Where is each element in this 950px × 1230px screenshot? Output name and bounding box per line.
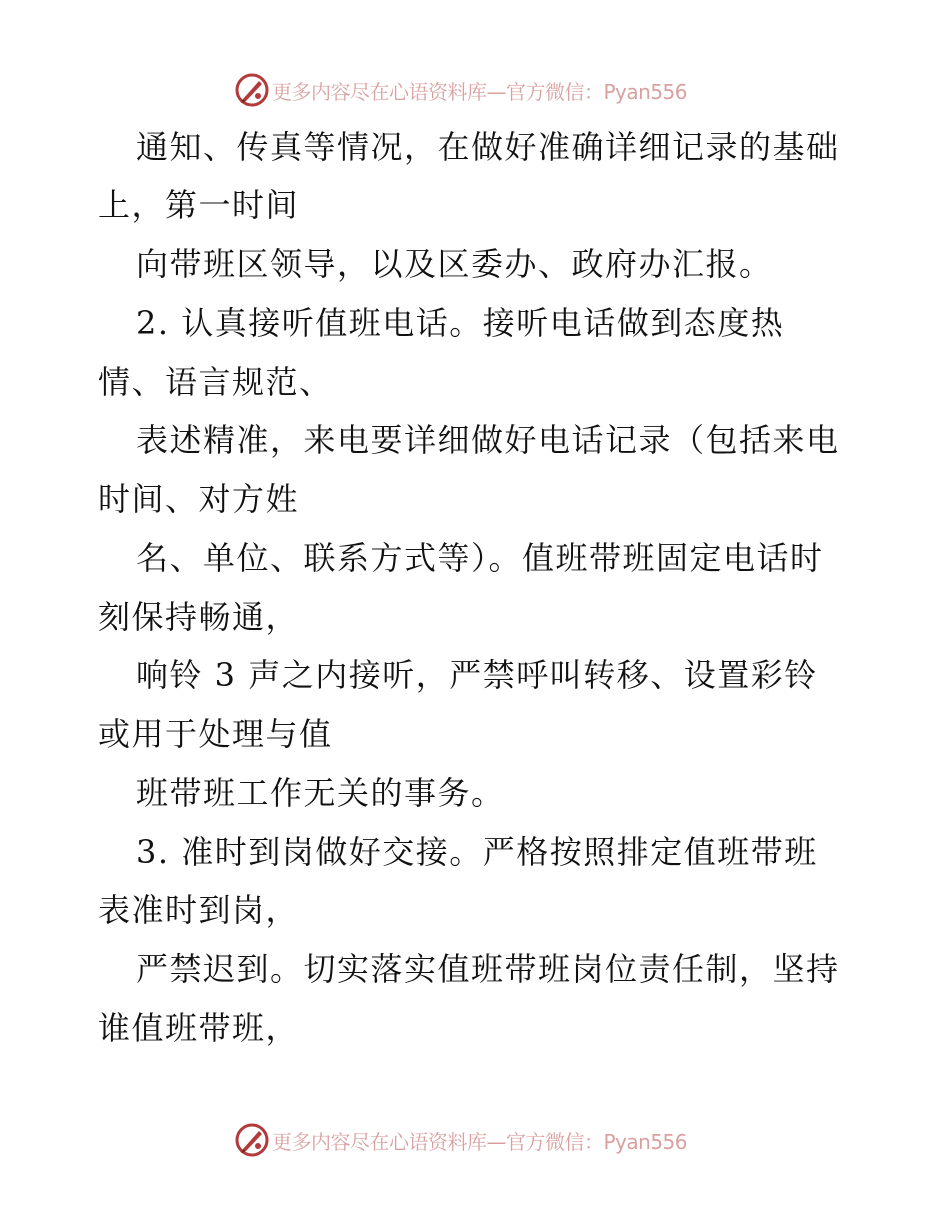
quill-pen-logo-icon: [234, 72, 270, 108]
body-line: 情、语言规范、: [98, 363, 333, 401]
body-line: 谁值班带班，: [98, 1009, 300, 1047]
body-line: 名、单位、联系方式等）。值班带班固定电话时: [136, 539, 824, 577]
body-line: 严禁迟到。切实落实值班带班岗位责任制，坚持: [136, 950, 840, 988]
body-line: 响铃 3 声之内接听，严禁呼叫转移、设置彩铃: [136, 656, 818, 694]
header-watermark-banner: [0, 70, 950, 110]
body-line: 刻保持畅通，: [98, 598, 300, 636]
body-line: 3. 准时到岗做好交接。严格按照排定值班带班: [136, 833, 818, 871]
header-banner-text: 更多内容尽在心语资料库—官方微信：Pyan556: [272, 79, 688, 104]
body-line: 表述精准，来电要详细做好电话记录（包括来电: [136, 421, 840, 459]
body-line: 或用于处理与值: [98, 715, 333, 753]
quill-pen-logo-icon: [234, 1122, 270, 1158]
body-line: 2. 认真接听值班电话。接听电话做到态度热: [136, 304, 785, 342]
body-line: 表准时到岗，: [98, 891, 300, 929]
footer-banner-text: 更多内容尽在心语资料库—官方微信：Pyan556: [272, 1129, 688, 1154]
body-line: 通知、传真等情况，在做好准确详细记录的基础: [136, 128, 840, 166]
body-line: 向带班区领导，以及区委办、政府办汇报。: [136, 245, 773, 283]
footer-watermark-banner: [0, 1120, 950, 1160]
body-line: 班带班工作无关的事务。: [136, 774, 505, 812]
body-line: 上，第一时间: [98, 186, 300, 224]
body-line: 时间、对方姓: [98, 480, 300, 518]
